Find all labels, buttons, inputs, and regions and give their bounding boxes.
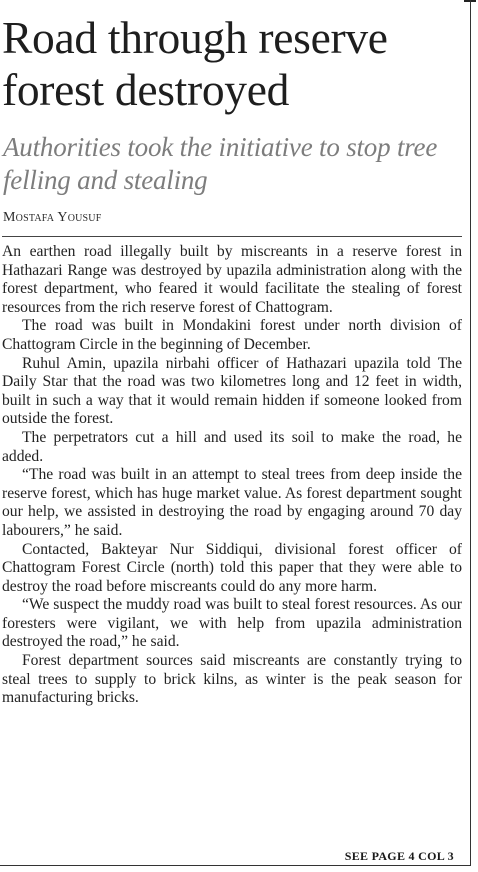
headline: Road through reserve forest destroyed (2, 12, 388, 115)
paragraph: “The road was built in an attempt to steal trees from deep inside the reserve forest, which has huge market value. As forest department sought our help, we assisted in destroying the road by engaging around 70 day labourers,” he said. (2, 466, 462, 539)
continued-jump-line: SEE PAGE 4 COL 3 (344, 849, 454, 863)
paragraph: Contacted, Bakteyar Nur Siddiqui, divisional forest officer of Chattogram Forest Circle (north) told this paper that they were able to destroy the road before miscreants could do any more harm. (2, 540, 462, 595)
paragraph: “We suspect the muddy road was built to steal forest resources. As our foresters were vigilant, we with help from upazila administration destroyed the road,” he said. (2, 596, 462, 651)
paragraph: The perpetrators cut a hill and used its soil to make the road, he added. (2, 428, 462, 465)
article-body (2, 243, 462, 708)
paragraph: An earthen road illegally built by miscreants in a reserve forest in Hathazari Range was destroyed by upazila administration along with the forest department, who feared it would facilitate the stealing of forest resources from the rich reserve forest of Chattogram. (2, 243, 462, 316)
paragraph: Forest department sources said miscreants are constantly trying to steal trees to supply to brick kilns, as winter is the peak season for manufacturing bricks. (2, 652, 462, 707)
paragraph: Ruhul Amin, upazila nirbahi officer of Hathazari upazila told The Daily Star that the road was two kilometres long and 12 feet in width, built in such a way that it would remain hidden if someone looked from outside the forest. (2, 354, 462, 428)
subheadline: Authorities took the initiative to stop tree felling and stealing (3, 132, 438, 195)
byline-divider (2, 236, 462, 237)
paragraph: The road was built in Mondakini forest under north division of Chattogram Circle in the beginning of December. (2, 317, 462, 353)
byline: Mostafa Yousuf (3, 210, 102, 225)
